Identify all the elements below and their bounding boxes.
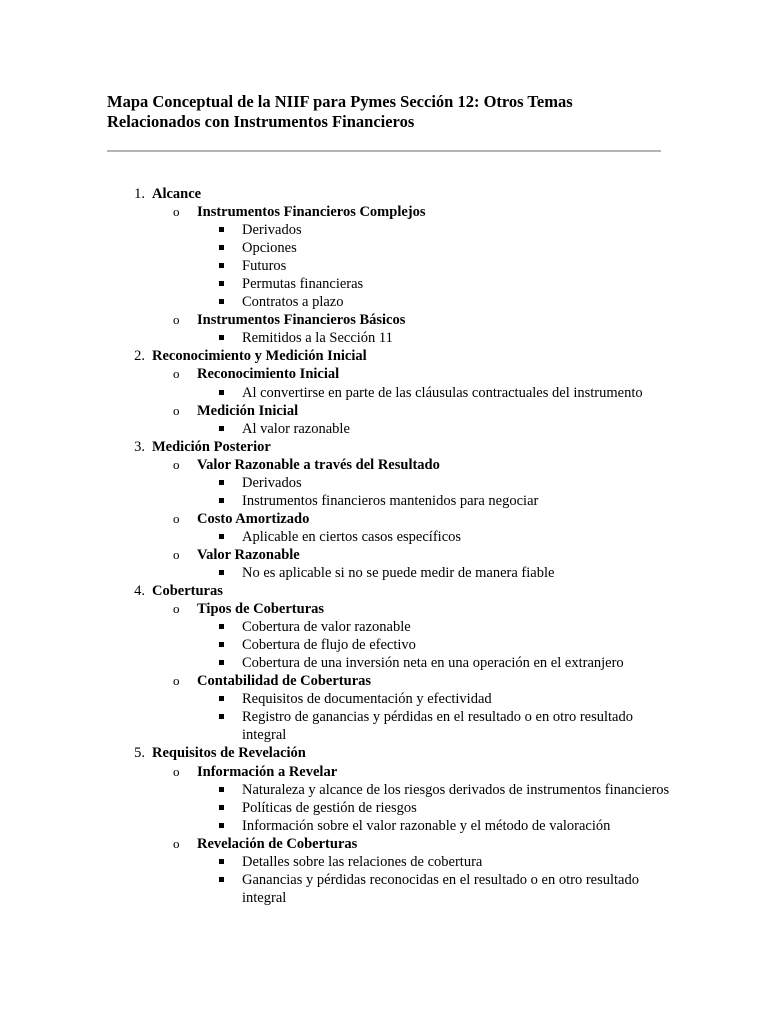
subsection-heading — [107, 365, 667, 383]
list-item — [107, 275, 672, 293]
list-item-text: Opciones — [242, 240, 297, 257]
list-item-text: Al convertirse en parte de las cláusulas contractuales del instrumento — [242, 384, 643, 401]
concept-outline — [107, 185, 670, 907]
section-label: Reconocimiento y Medición Inicial — [152, 348, 367, 365]
subsection-label: Información a Revelar — [197, 763, 338, 780]
list-item-text: Información sobre el valor razonable y el método de valoración — [242, 817, 611, 834]
subsection-heading — [107, 763, 667, 781]
subsection-label: Tipos de Coberturas — [197, 601, 325, 618]
circle-bullet-marker: o — [173, 835, 180, 851]
list-item — [107, 384, 672, 402]
list-item-text: Permutas financieras — [242, 276, 364, 293]
section-heading — [107, 185, 667, 203]
list-item — [107, 474, 672, 492]
section-number: 1. — [134, 186, 145, 202]
section-label: Requisitos de Revelación — [152, 745, 306, 762]
document-title — [107, 92, 667, 132]
list-item — [107, 492, 672, 510]
subsection-heading — [107, 456, 667, 474]
list-item — [107, 618, 672, 636]
list-item — [107, 708, 672, 744]
list-item-text: Registro de ganancias y pérdidas en el resultado o en otro resultado integral — [242, 709, 633, 744]
title-line-1: Mapa Conceptual de la NIIF para Pymes Sección 12: Otros Temas — [107, 92, 573, 111]
section-label: Alcance — [152, 186, 202, 202]
list-item — [107, 781, 672, 799]
section-label: Coberturas — [152, 583, 223, 600]
circle-bullet-marker: o — [173, 601, 180, 617]
circle-bullet-marker: o — [173, 546, 180, 562]
subsection-label: Medición Inicial — [197, 402, 299, 419]
list-item-text: Futuros — [242, 258, 287, 275]
section-heading — [107, 347, 667, 365]
subsection-heading — [107, 546, 667, 564]
section-number: 3. — [134, 438, 145, 455]
circle-bullet-marker: o — [173, 402, 180, 418]
circle-bullet-marker: o — [173, 366, 180, 382]
section-heading — [107, 744, 667, 762]
subsection-label: Valor Razonable a través del Resultado — [197, 456, 440, 473]
list-item — [107, 293, 672, 311]
list-item — [107, 817, 672, 835]
list-item-text: Requisitos de documentación y efectividad — [242, 691, 492, 708]
list-item-text: Ganancias y pérdidas reconocidas en el resultado o en otro resultado integral — [242, 871, 639, 906]
list-item — [107, 636, 672, 654]
list-item — [107, 420, 672, 438]
subsection-heading — [107, 672, 667, 690]
list-item-text: Cobertura de valor razonable — [242, 619, 411, 636]
section-number: 4. — [134, 583, 145, 600]
list-item-text: Remitidos a la Sección 11 — [242, 330, 393, 347]
list-item-text: Instrumentos financieros mantenidos para negociar — [242, 492, 539, 509]
section-heading — [107, 582, 667, 600]
circle-bullet-marker: o — [173, 456, 180, 472]
list-item-text: Políticas de gestión de riesgos — [242, 799, 417, 816]
list-item-text: No es aplicable si no se puede medir de manera fiable — [242, 564, 555, 581]
list-item-text: Naturaleza y alcance de los riesgos derivados de instrumentos financieros — [242, 781, 670, 798]
subsection-label: Reconocimiento Inicial — [197, 366, 340, 383]
list-item — [107, 329, 672, 347]
circle-bullet-marker: o — [173, 673, 180, 689]
list-item — [107, 528, 672, 546]
circle-bullet-marker: o — [173, 312, 180, 328]
list-item-text: Derivados — [242, 222, 302, 239]
subsection-heading — [107, 203, 667, 221]
list-item-text: Al valor razonable — [242, 420, 350, 437]
section-number: 5. — [134, 745, 145, 762]
list-item — [107, 221, 672, 239]
circle-bullet-marker: o — [173, 204, 180, 220]
list-item-text: Contratos a plazo — [242, 294, 344, 311]
list-item — [107, 853, 672, 871]
subsection-heading — [107, 600, 667, 618]
list-item — [107, 257, 672, 275]
list-item — [107, 654, 672, 672]
subsection-heading — [107, 510, 667, 528]
section-number: 2. — [134, 348, 145, 365]
section-heading — [107, 438, 667, 456]
section-label: Medición Posterior — [152, 438, 271, 455]
list-item — [107, 871, 672, 907]
list-item-text: Aplicable en ciertos casos específicos — [242, 528, 462, 545]
list-item — [107, 690, 672, 708]
subsection-label: Valor Razonable — [197, 546, 300, 563]
subsection-label: Revelación de Coberturas — [197, 835, 358, 852]
subsection-label: Contabilidad de Coberturas — [197, 673, 372, 690]
list-item-text: Derivados — [242, 474, 302, 491]
list-item-text: Detalles sobre las relaciones de cobertura — [242, 853, 483, 870]
subsection-label: Costo Amortizado — [197, 510, 310, 527]
list-item — [107, 564, 672, 582]
subsection-label: Instrumentos Financieros Básicos — [197, 312, 406, 329]
list-item-text: Cobertura de flujo de efectivo — [242, 637, 416, 654]
list-item — [107, 239, 672, 257]
list-item-text: Cobertura de una inversión neta en una operación en el extranjero — [242, 655, 624, 672]
subsection-heading — [107, 311, 667, 329]
subsection-heading — [107, 402, 667, 420]
subsection-label: Instrumentos Financieros Complejos — [197, 204, 426, 221]
list-item — [107, 799, 672, 817]
title-divider — [107, 150, 661, 152]
circle-bullet-marker: o — [173, 763, 180, 779]
circle-bullet-marker: o — [173, 510, 180, 526]
title-line-2: Relacionados con Instrumentos Financieros — [107, 112, 415, 131]
subsection-heading — [107, 835, 667, 853]
